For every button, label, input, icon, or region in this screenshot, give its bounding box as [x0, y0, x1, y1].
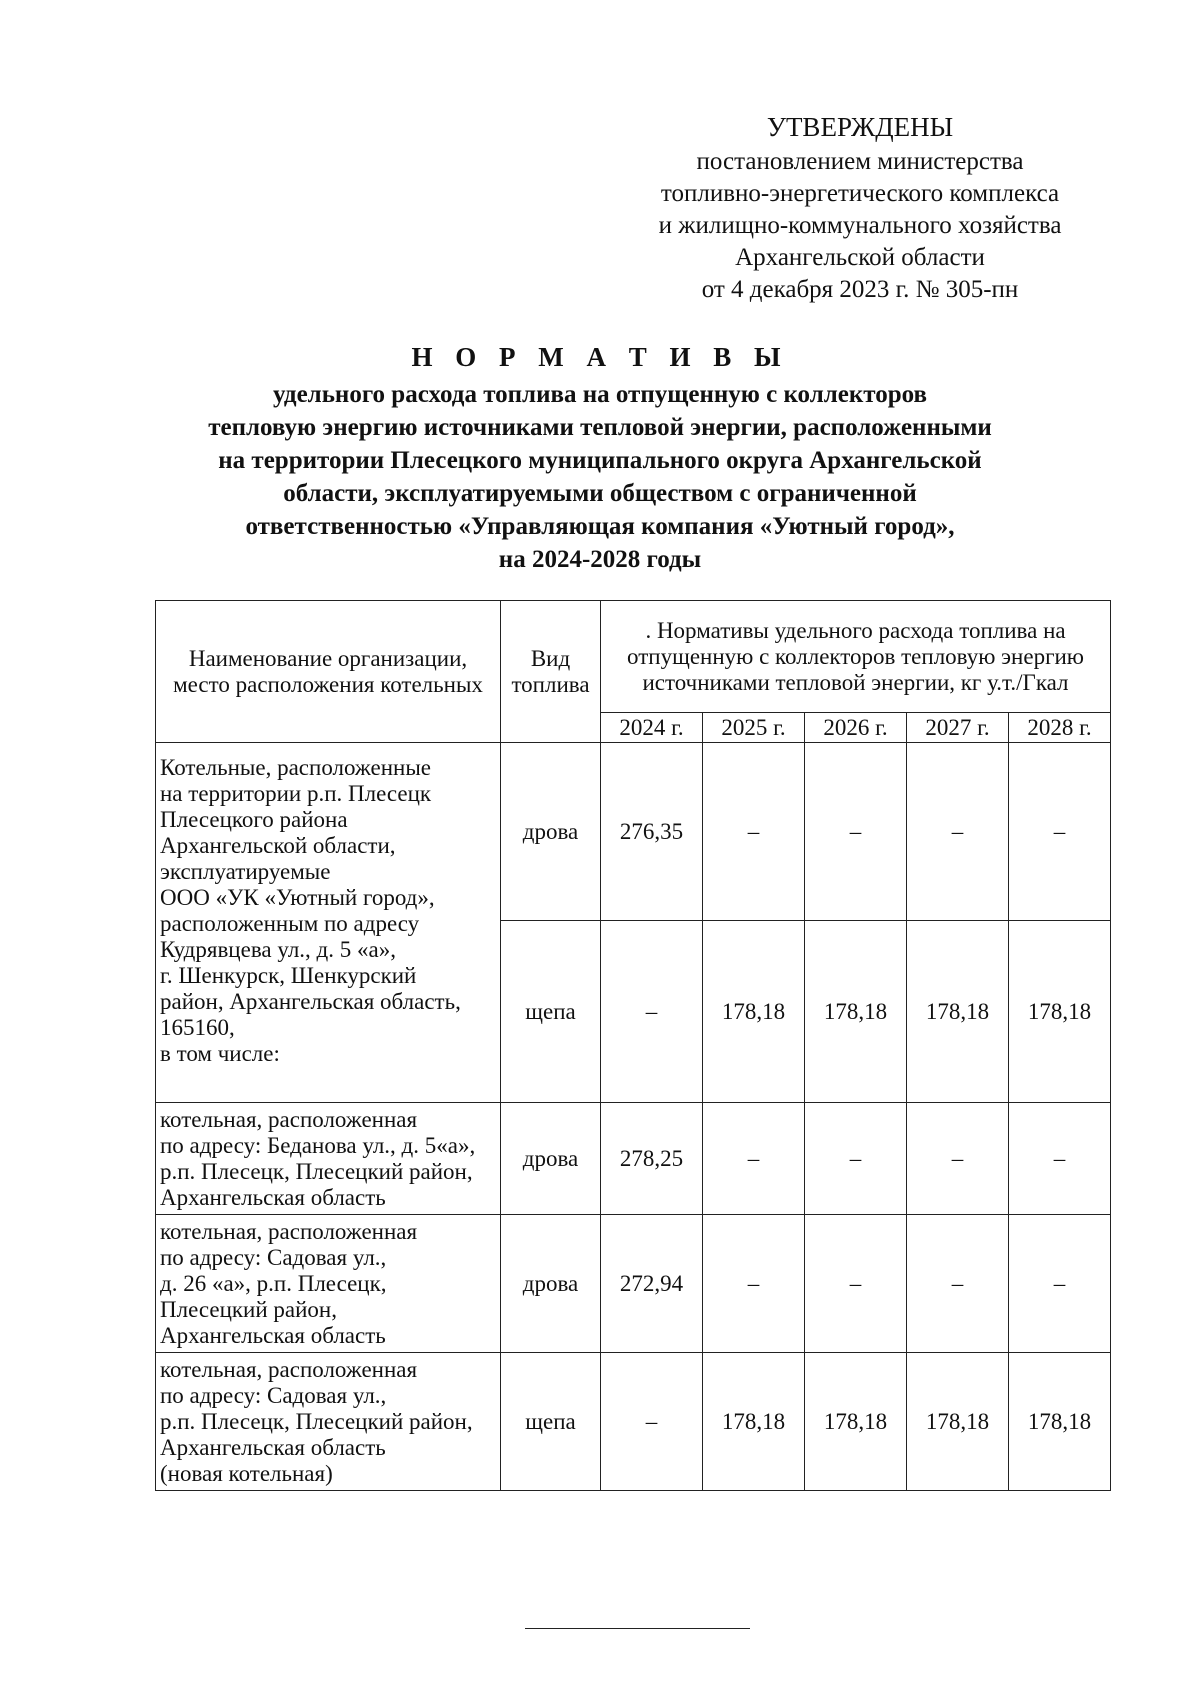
org-line: (новая котельная) [160, 1460, 333, 1486]
table-row [156, 1215, 1111, 1353]
approval-line: и жилищно-коммунального хозяйства [658, 212, 1062, 239]
title-main: Н О Р М А Т И В Ы [411, 342, 789, 372]
header-norms: . Нормативы удельного расхода топлива на отпущенную с коллекторов тепловую энергию источниками тепловой энергии, кг у.т./Гкал [601, 601, 1111, 713]
value-cell: – [1009, 743, 1111, 921]
approval-heading: УТВЕРЖДЕНЫ [766, 112, 954, 142]
header-year: 2026 г. [805, 713, 907, 743]
approval-line: постановлением министерства [696, 148, 1024, 175]
value-cell: 272,94 [601, 1215, 703, 1353]
org-cell [156, 1215, 501, 1353]
title-line: на территории Плесецкого муниципального округа Архангельской [218, 447, 982, 474]
value-cell: – [703, 1103, 805, 1215]
header-year: 2027 г. [907, 713, 1009, 743]
table-row [156, 1103, 1111, 1215]
org-line: расположенным по адресу [160, 911, 420, 936]
value-cell: – [601, 1353, 703, 1491]
fuel-cell: дрова [501, 743, 601, 921]
header-year: 2028 г. [1009, 713, 1111, 743]
fuel-cell: дрова [501, 1215, 601, 1353]
value-cell: – [1009, 1103, 1111, 1215]
value-cell: 178,18 [805, 921, 907, 1103]
value-cell: – [1009, 1215, 1111, 1353]
org-cell [156, 1353, 501, 1491]
value-cell: 178,18 [907, 1353, 1009, 1491]
org-line: котельная, расположенная [160, 1218, 418, 1244]
header-year: 2025 г. [703, 713, 805, 743]
value-cell: 178,18 [1009, 1353, 1111, 1491]
value-cell: 276,35 [601, 743, 703, 921]
org-line: Архангельская область [160, 1184, 386, 1210]
fuel-cell: дрова [501, 1103, 601, 1215]
org-line: котельная, расположенная [160, 1106, 418, 1132]
approval-line: Архангельской области [735, 244, 985, 271]
org-line: эксплуатируемые [160, 859, 331, 884]
org-line: в том числе: [160, 1041, 280, 1066]
value-cell: 178,18 [1009, 921, 1111, 1103]
end-divider [525, 1628, 750, 1629]
value-cell: – [907, 1215, 1009, 1353]
org-line: по адресу: Садовая ул., [160, 1382, 387, 1408]
table-row [156, 743, 1111, 921]
norms-table [155, 600, 1111, 1491]
header-org: Наименование организации, место расположения котельных [156, 601, 501, 743]
value-cell: – [805, 1215, 907, 1353]
approval-line: топливно-энергетического комплекса [660, 180, 1060, 207]
value-cell: – [907, 1103, 1009, 1215]
org-line: по адресу: Беданова ул., д. 5«а», [160, 1132, 476, 1158]
title-line: области, эксплуатируемыми обществом с ограниченной [283, 480, 917, 507]
org-line: р.п. Плесецк, Плесецкий район, [160, 1158, 473, 1184]
fuel-cell: щепа [501, 1353, 601, 1491]
value-cell: – [703, 1215, 805, 1353]
org-line: котельная, расположенная [160, 1356, 418, 1382]
org-line: Котельные, расположенные [160, 755, 431, 780]
title-line: удельного расхода топлива на отпущенную с коллекторов [273, 381, 927, 408]
org-cell [156, 1103, 501, 1215]
org-line: Кудрявцева ул., д. 5 «а», [160, 937, 396, 962]
approval-line: от 4 декабря 2023 г. № 305-пн [701, 276, 1019, 303]
org-line: по адресу: Садовая ул., [160, 1244, 387, 1270]
org-line: Архангельской области, [160, 833, 396, 858]
value-cell: 278,25 [601, 1103, 703, 1215]
org-line: г. Шенкурск, Шенкурский [160, 963, 417, 988]
table-row [156, 1353, 1111, 1491]
title-line: на 2024-2028 годы [498, 546, 702, 573]
header-fuel: Вид топлива [501, 601, 601, 743]
fuel-cell: щепа [501, 921, 601, 1103]
org-line: Плесецкий район, [160, 1296, 337, 1322]
value-cell: – [805, 1103, 907, 1215]
value-cell: – [601, 921, 703, 1103]
org-line: Архангельская область [160, 1322, 386, 1348]
title-line: ответственностью «Управляющая компания «Уютный город», [245, 513, 955, 540]
org-line: 165160, [160, 1015, 235, 1040]
org-line: район, Архангельская область, [160, 989, 461, 1014]
org-line: на территории р.п. Плесецк [160, 781, 432, 806]
value-cell: – [805, 743, 907, 921]
value-cell: 178,18 [703, 921, 805, 1103]
header-year: 2024 г. [601, 713, 703, 743]
value-cell: – [907, 743, 1009, 921]
document-title [150, 338, 1050, 576]
org-line: р.п. Плесецк, Плесецкий район, [160, 1408, 473, 1434]
org-line: ООО «УК «Уютный город», [160, 885, 435, 910]
approval-stamp [610, 108, 1110, 306]
org-line: Плесецкого района [160, 807, 348, 832]
org-line: д. 26 «а», р.п. Плесецк, [160, 1270, 387, 1296]
title-line: тепловую энергию источниками тепловой энергии, расположенными [208, 414, 992, 441]
value-cell: – [703, 743, 805, 921]
value-cell: 178,18 [805, 1353, 907, 1491]
value-cell: 178,18 [703, 1353, 805, 1491]
org-line: Архангельская область [160, 1434, 386, 1460]
value-cell: 178,18 [907, 921, 1009, 1103]
org-cell-group [156, 743, 501, 1103]
